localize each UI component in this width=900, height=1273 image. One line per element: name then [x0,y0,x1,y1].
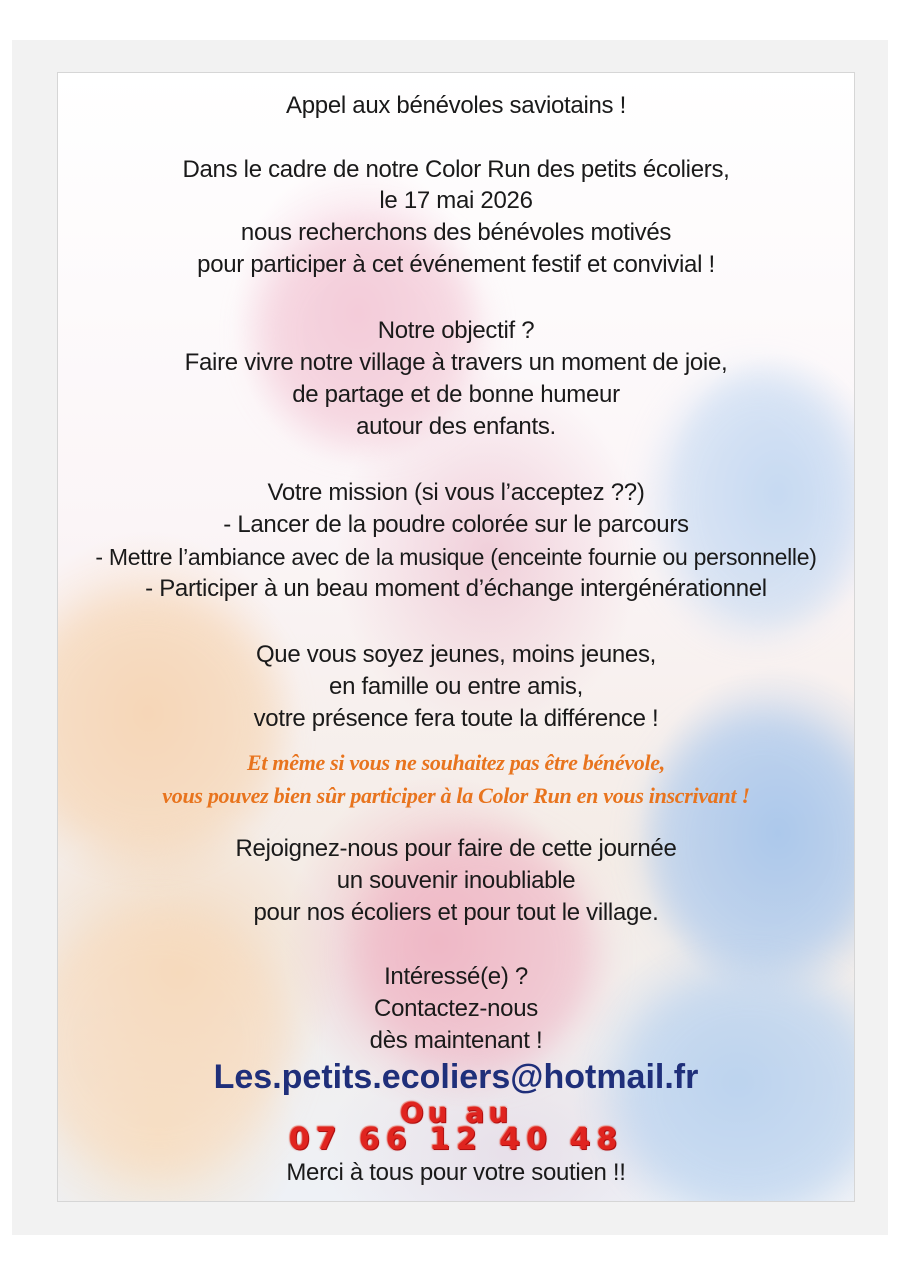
intro-line: pour participer à cet événement festif et convivial ! [197,251,715,278]
audience-line: votre présence fera toute la différence ! [253,705,659,732]
contact-phone-number[interactable]: 07 66 12 40 48 [288,1122,624,1157]
thanks-message: Merci à tous pour votre soutien !! [286,1159,626,1186]
registration-note: vous pouvez bien sûr participer à la Color Run en vous inscrivant ! [162,783,750,808]
registration-note: Et même si vous ne souhaitez pas être bénévole, [247,750,665,775]
join-line: pour nos écoliers et pour tout le village. [253,899,659,926]
join-line: un souvenir inoubliable [336,867,576,894]
flyer-poster [57,72,855,1202]
mission-item: - Participer à un beau moment d’échange intergénérationnel [145,575,767,602]
join-line: Rejoignez-nous pour faire de cette journée [235,835,677,862]
objective-line: autour des enfants. [356,413,556,440]
contact-email-link[interactable]: Les.petits.ecoliers@hotmail.fr [213,1058,699,1096]
contact-line: dès maintenant ! [369,1027,543,1054]
audience-line: Que vous soyez jeunes, moins jeunes, [255,641,657,668]
objective-line: de partage et de bonne humeur [292,381,620,408]
intro-line: nous recherchons des bénévoles motivés [240,219,672,246]
contact-line: Intéressé(e) ? [384,963,528,990]
mission-item: - Lancer de la poudre colorée sur le parcours [223,511,689,538]
intro-line: Dans le cadre de notre Color Run des petits écoliers, [182,156,730,183]
intro-line: le 17 mai 2026 [379,187,533,214]
flyer-title: Appel aux bénévoles saviotains ! [286,92,626,119]
contact-line: Contactez-nous [374,995,538,1022]
objective-line: Faire vivre notre village à travers un moment de joie, [184,349,728,376]
audience-line: en famille ou entre amis, [329,673,583,700]
objective-line: Notre objectif ? [377,317,535,344]
mission-item: - Mettre l’ambiance avec de la musique (enceinte fournie ou personnelle) [95,544,817,570]
mission-heading: Votre mission (si vous l’acceptez ??) [267,479,645,506]
or-label: Ou au [399,1096,513,1129]
